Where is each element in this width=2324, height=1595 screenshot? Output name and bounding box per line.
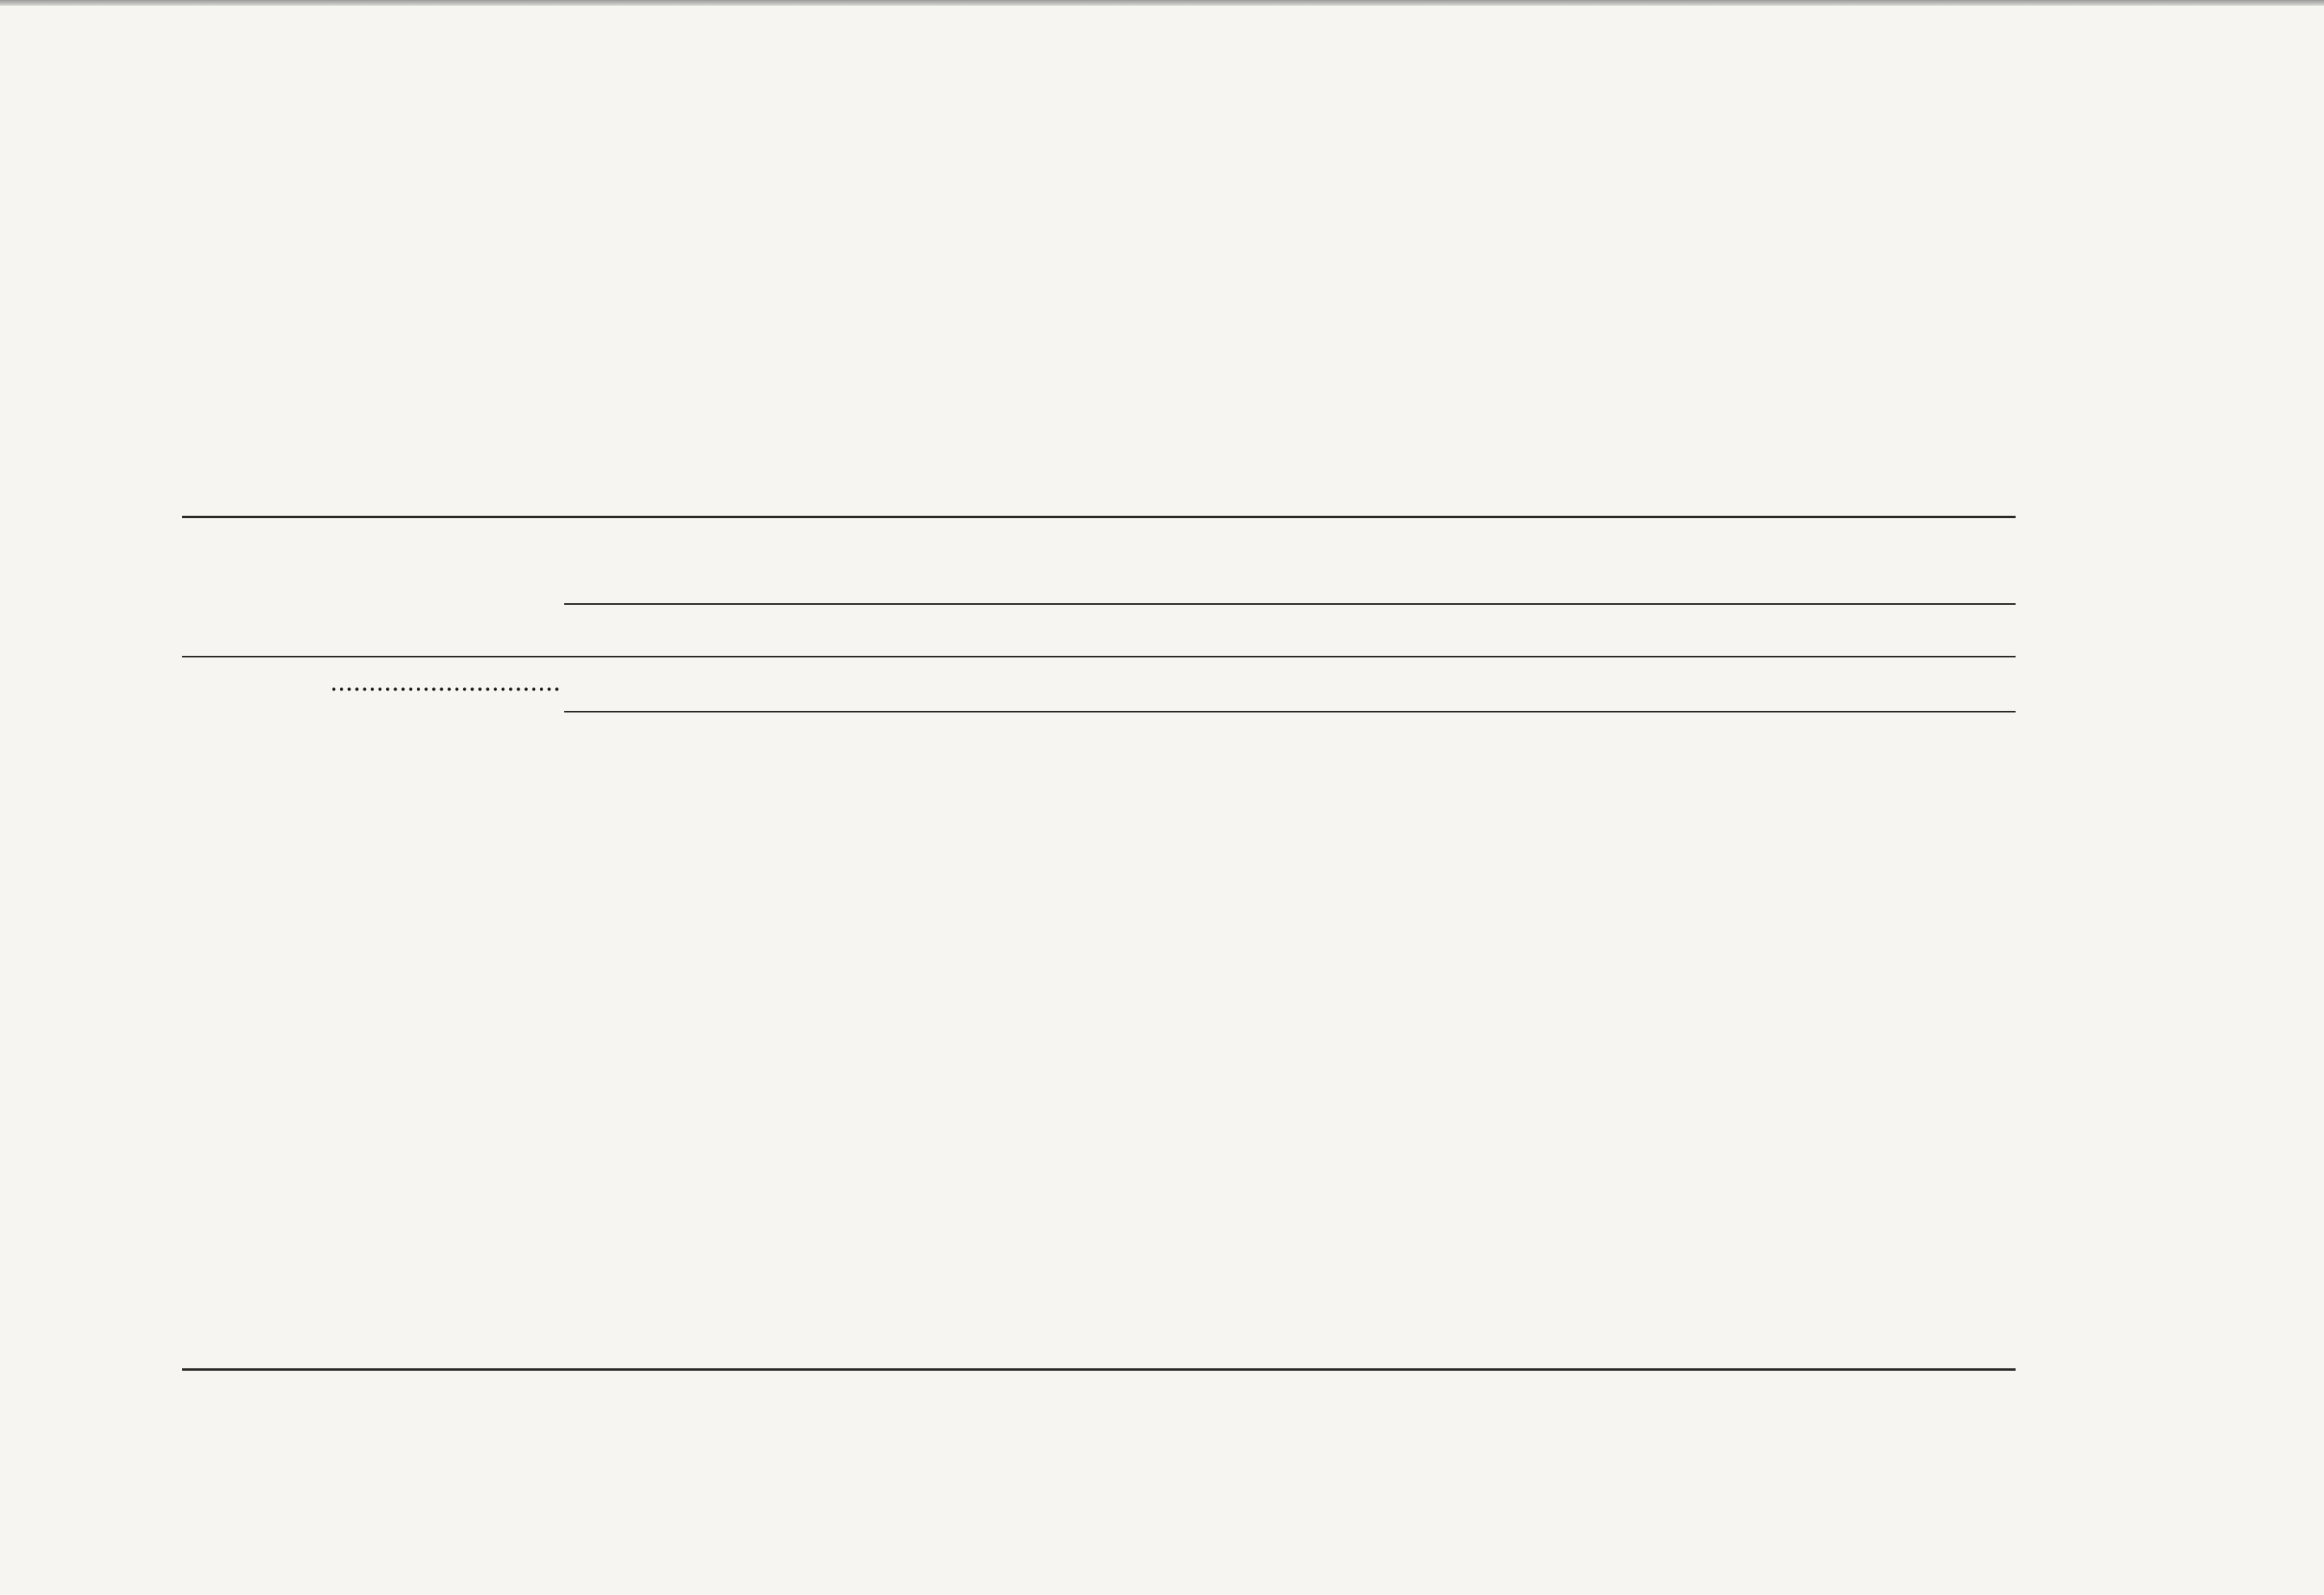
total-bottom-rule	[564, 711, 2016, 712]
table-top-rule	[182, 516, 2016, 518]
group-header-rule	[564, 603, 2016, 605]
total-label	[320, 667, 562, 698]
leader-dots: ..............................	[331, 667, 562, 697]
table-bottom-rule	[182, 1368, 2016, 1371]
page-top-edge	[0, 0, 2324, 6]
header-bottom-rule	[182, 656, 2016, 657]
